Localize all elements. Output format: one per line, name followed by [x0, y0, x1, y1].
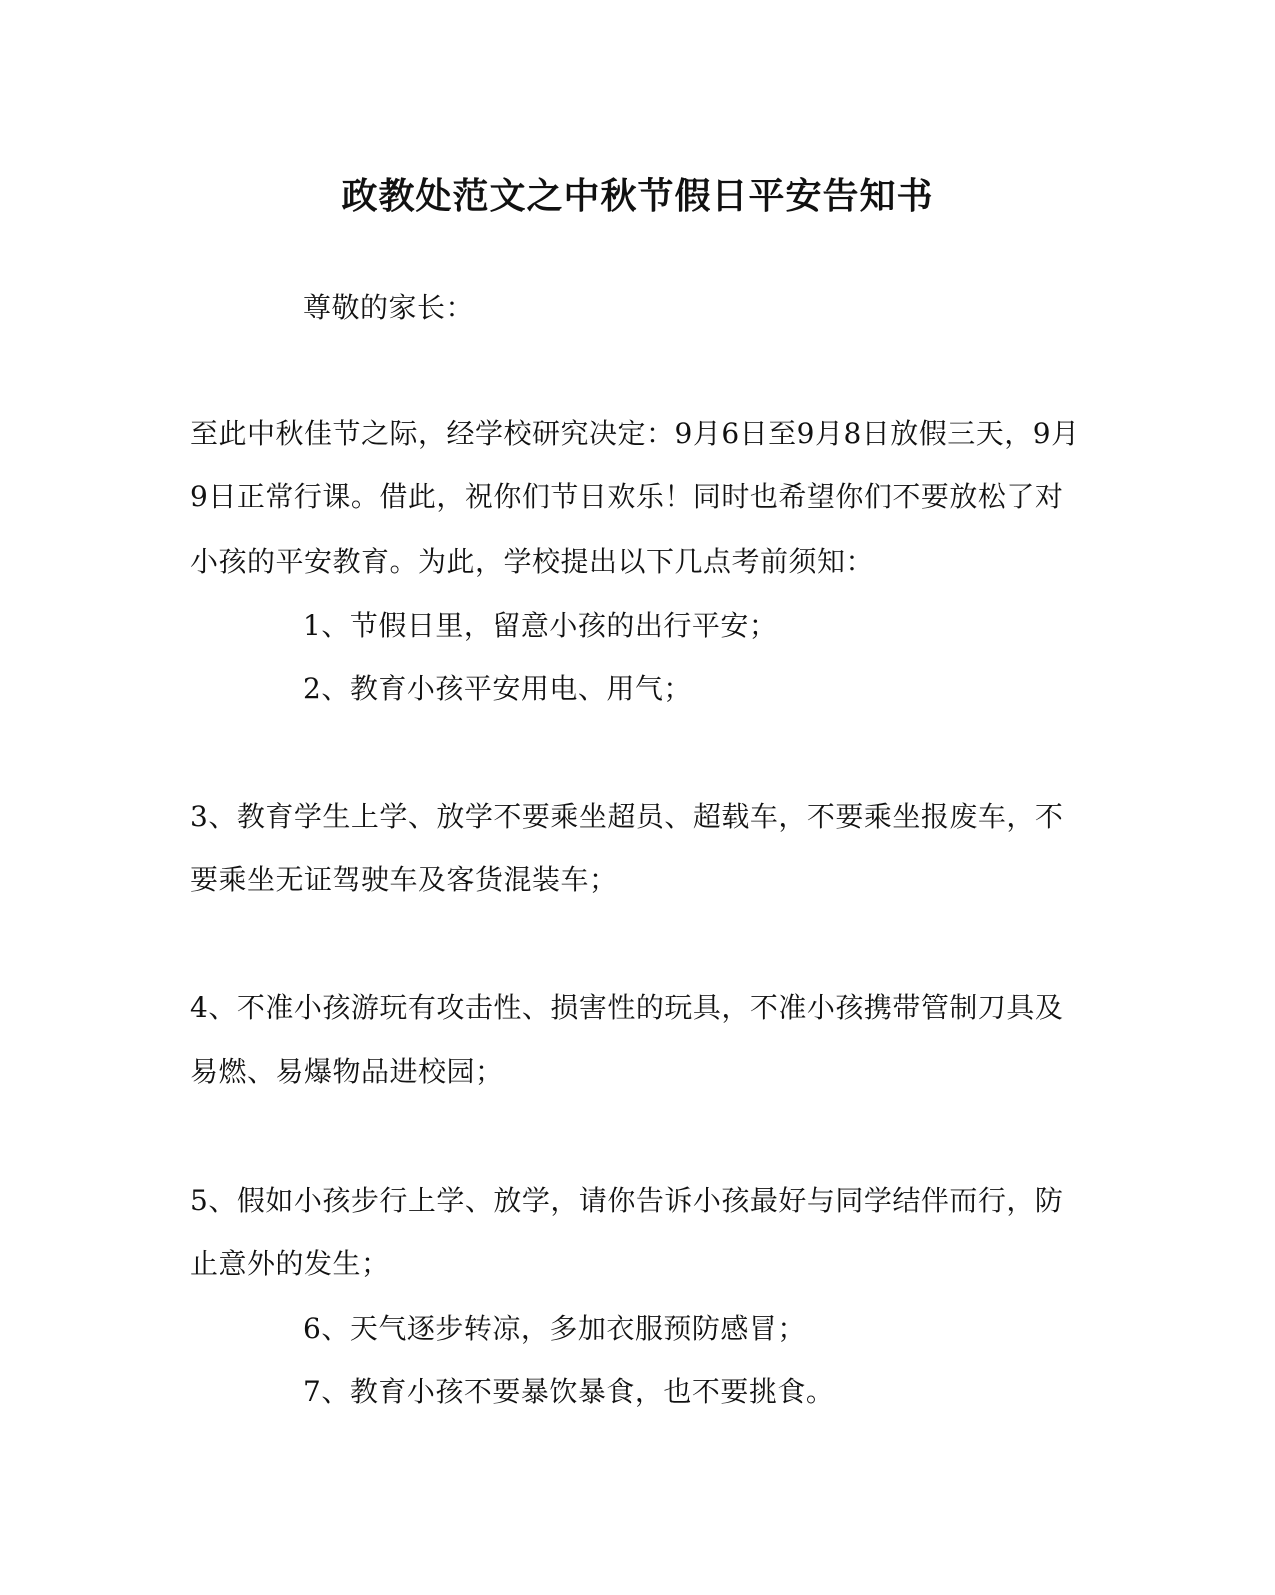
list-item-5-line-1: 5、假如小孩步行上学、放学，请你告诉小孩最好与同学结伴而行，防 [190, 1184, 1064, 1217]
list-item-5-line-2: 止意外的发生； [190, 1247, 390, 1280]
document-title: 政教处范文之中秋节假日平安告知书 [341, 175, 934, 217]
paragraph-line: 9日正常行课。借此，祝你们节日欢乐！同时也希望你们不要放松了对 [190, 480, 1064, 513]
list-item-2: 2、教育小孩平安用电、用气； [303, 672, 692, 705]
list-item-4-line-2: 易燃、易爆物品进校园； [190, 1055, 504, 1088]
salutation: 尊敬的家长： [303, 291, 475, 324]
list-item-3-line-2: 要乘坐无证驾驶车及客货混装车； [190, 863, 618, 896]
list-item-1: 1、节假日里，留意小孩的出行平安； [303, 609, 778, 642]
list-item-6: 6、天气逐步转凉，多加衣服预防感冒； [303, 1312, 806, 1345]
paragraph-line: 小孩的平安教育。为此，学校提出以下几点考前须知： [190, 545, 875, 578]
list-item-4-line-1: 4、不准小孩游玩有攻击性、损害性的玩具，不准小孩携带管制刀具及 [190, 991, 1064, 1024]
list-item-7: 7、教育小孩不要暴饮暴食，也不要挑食。 [303, 1375, 835, 1408]
list-item-3-line-1: 3、教育学生上学、放学不要乘坐超员、超载车，不要乘坐报废车，不 [190, 800, 1064, 833]
paragraph-line: 至此中秋佳节之际，经学校研究决定：9月6日至9月8日放假三天，9月 [190, 417, 1080, 450]
